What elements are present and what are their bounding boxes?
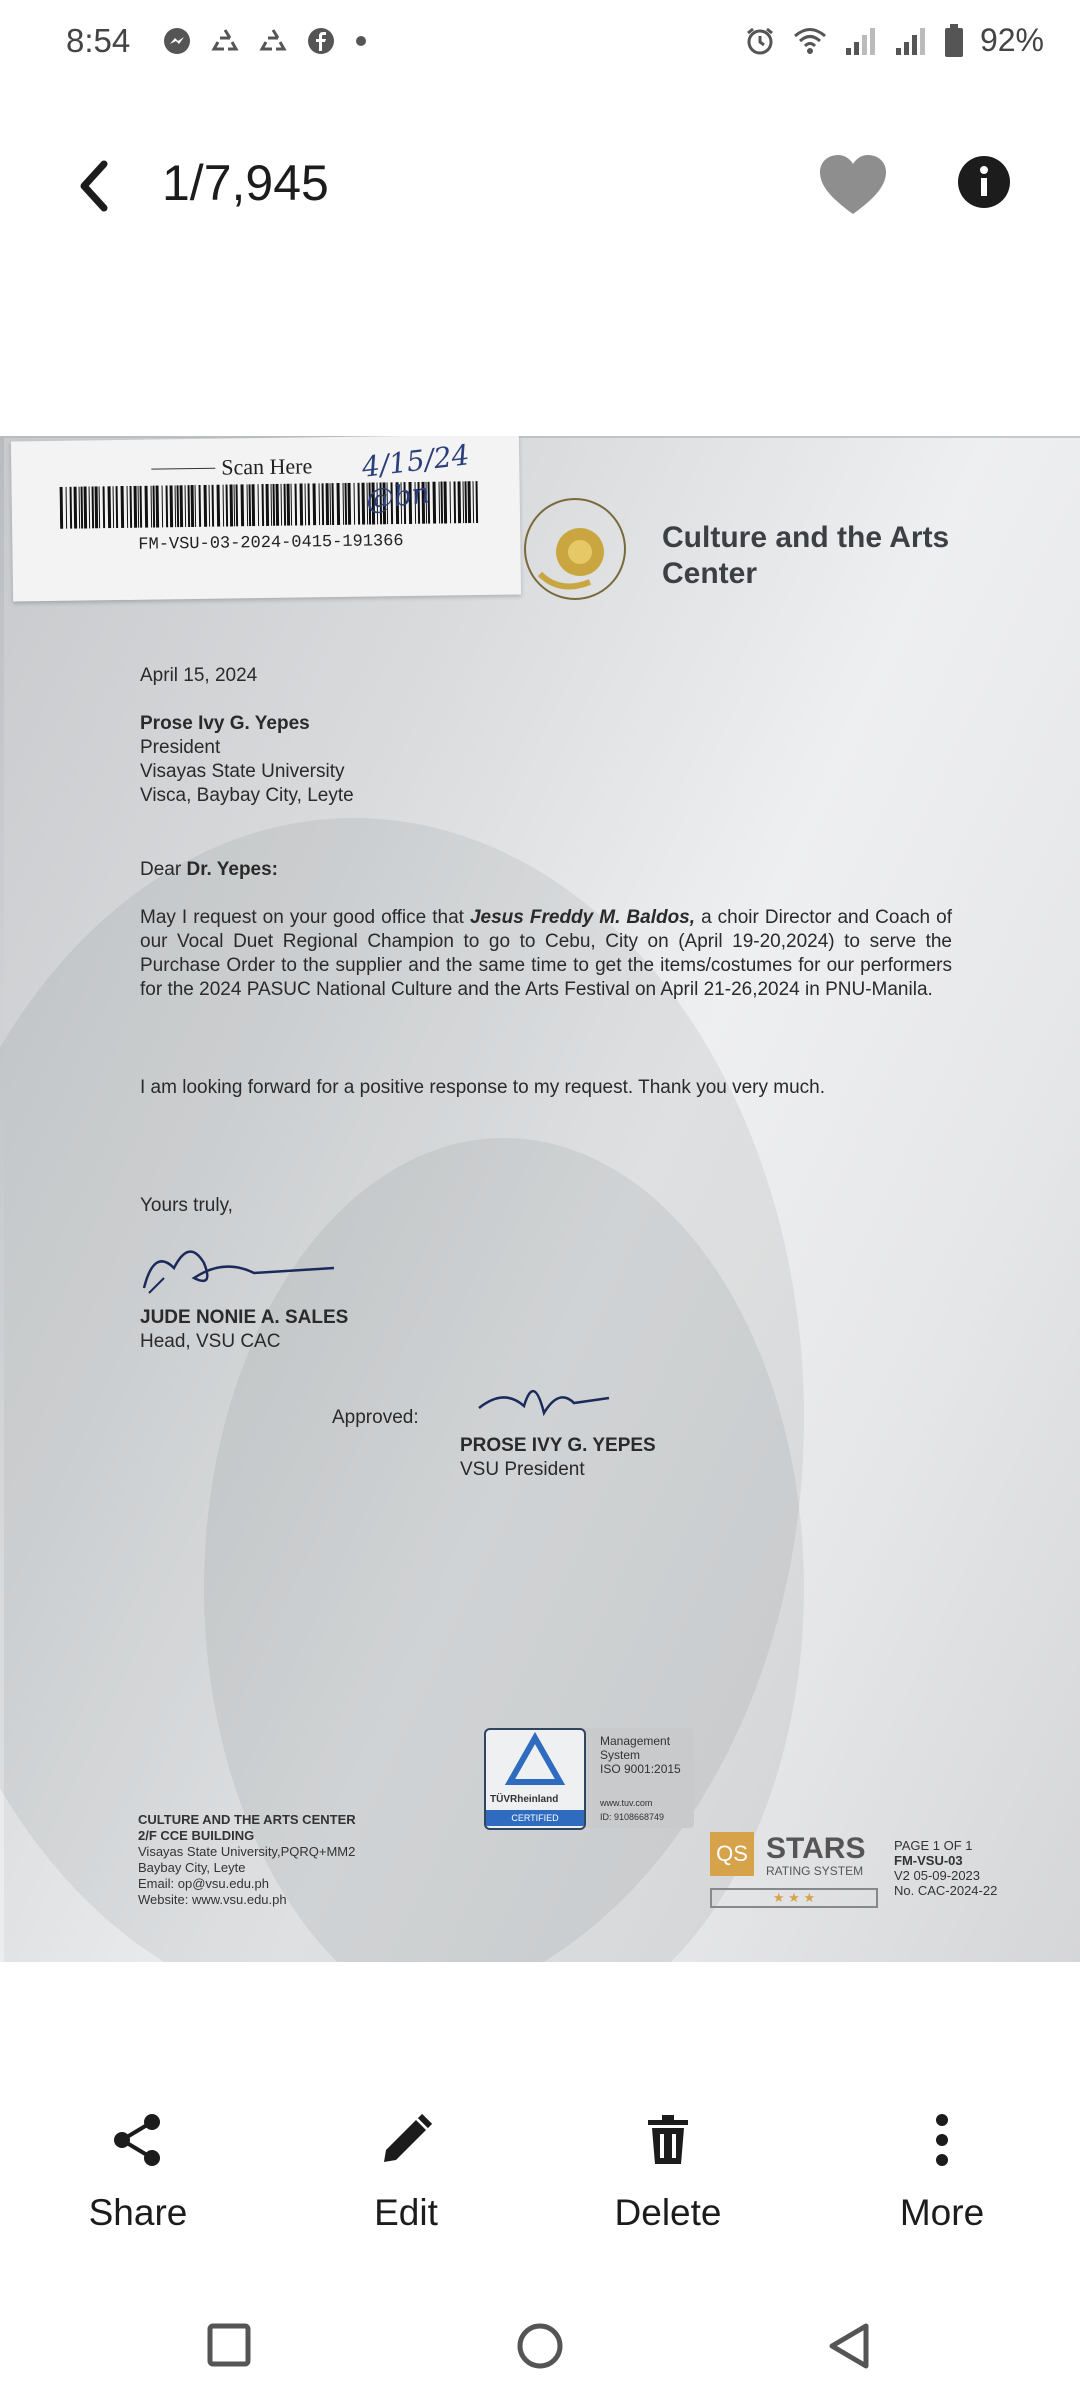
approver-title: VSU President: [460, 1459, 585, 1480]
info-button[interactable]: [956, 154, 1012, 210]
home-button[interactable]: [508, 2314, 572, 2378]
barcode-bar: [313, 483, 317, 525]
barcode-bar: [262, 484, 265, 526]
home-circle-icon: [508, 2314, 572, 2378]
cac-logo: [520, 494, 630, 604]
scan-here-label: Scan Here: [221, 453, 313, 480]
barcode-bar: [332, 483, 335, 525]
barcode-bar: [92, 486, 95, 528]
signer-signature: [134, 1228, 344, 1308]
barcode-bar: [74, 487, 78, 529]
back-button[interactable]: [70, 156, 122, 216]
letter-date: April 15, 2024: [140, 665, 258, 686]
body-start: May I request on your good office that: [140, 907, 470, 928]
recipient-name: Prose Ivy G. Yepes: [140, 713, 310, 734]
battery-icon: [944, 24, 964, 58]
tuv-certified: CERTIFIED: [486, 1810, 584, 1826]
barcode-bar: [305, 483, 307, 525]
barcode-bar: [226, 485, 229, 527]
barcode-bar: [358, 483, 361, 525]
triangle-icon: [486, 1730, 584, 1794]
system-status: [744, 22, 1044, 59]
barcode-bar: [153, 486, 156, 528]
recycle-icon: [258, 26, 288, 56]
edit-button[interactable]: [316, 2110, 496, 2234]
barcode-bar: [300, 483, 304, 525]
barcode-bar: [66, 487, 68, 529]
back-triangle-icon: [818, 2314, 882, 2378]
delete-button[interactable]: [578, 2110, 758, 2234]
barcode-bar: [319, 483, 321, 525]
barcode-bar: [276, 484, 280, 526]
recipient-org: Visayas State University: [140, 761, 345, 782]
barcode-bar: [116, 486, 119, 528]
barcode-bar: [330, 483, 332, 525]
barcode-text: FM-VSU-03-2024-0415-191366: [138, 532, 404, 555]
barcode-bar: [348, 483, 352, 525]
barcode-bar: [170, 485, 174, 527]
barcode-bar: [271, 484, 273, 526]
signal-icon: [894, 26, 928, 56]
more-vertical-icon: [912, 2110, 972, 2170]
barcode-bar: [130, 486, 133, 528]
form-version: V2 05-09-2023: [894, 1868, 981, 1883]
barcode-bar: [162, 485, 164, 527]
barcode-bar: [308, 483, 311, 525]
barcode-bar: [252, 484, 256, 526]
info-icon: [956, 154, 1012, 210]
document-photo[interactable]: [0, 436, 1080, 1962]
closing-line: I am looking forward for a positive response to my request. Thank you very much.: [140, 1077, 826, 1098]
barcode-bar: [241, 484, 245, 526]
wifi-icon: [792, 25, 828, 57]
barcode-bar: [180, 485, 184, 527]
barcode-bar: [108, 486, 112, 528]
barcode-bar: [249, 484, 252, 526]
barcode-bar: [326, 483, 330, 525]
barcode-bar: [99, 486, 101, 528]
doc-number: No. CAC-2024-22: [894, 1883, 998, 1898]
barcode-bar: [204, 485, 208, 527]
barcode-bar: [60, 487, 64, 529]
footer-line1: CULTURE AND THE ARTS CENTER: [138, 1812, 356, 1827]
more-label: More: [899, 2192, 985, 2233]
chevron-left-icon: [70, 156, 122, 216]
barcode-bar: [140, 486, 143, 528]
barcode-bar: [113, 486, 115, 528]
approved-label: Approved:: [332, 1407, 419, 1428]
tuv-id: ID: 9108668749: [600, 1812, 665, 1822]
barcode-bar: [291, 484, 293, 526]
barcode-bar: [217, 485, 221, 527]
letterhead-title: Culture and the Arts Center: [662, 521, 950, 590]
recents-square-icon: [196, 2314, 260, 2378]
barcode-bar: [84, 487, 88, 529]
barcode-bar: [70, 487, 73, 529]
alarm-icon: [744, 25, 776, 57]
barcode-bar: [322, 483, 325, 525]
facebook-icon: [306, 26, 336, 56]
barcode-bar: [188, 485, 191, 527]
barcode-bar: [103, 486, 106, 528]
barcode-bar: [209, 485, 211, 527]
more-button[interactable]: [852, 2110, 1032, 2234]
barcode-bar: [284, 484, 287, 526]
barcode-bar: [138, 486, 140, 528]
barcode-bar: [127, 486, 129, 528]
heart-icon: [818, 154, 888, 218]
tuv-logo: [484, 1728, 586, 1830]
barcode-bar: [343, 483, 345, 525]
barcode-bar: [273, 484, 276, 526]
qs-stars-badge: [710, 1832, 880, 1905]
action-bar: [0, 2110, 1080, 2270]
barcode-bar: [337, 483, 341, 525]
page-number: PAGE 1 OF 1: [894, 1838, 973, 1853]
edit-label: Edit: [374, 2192, 438, 2233]
tuv-system: Management System: [600, 1734, 671, 1762]
page-info: [894, 1838, 997, 1898]
share-icon: [108, 2110, 168, 2170]
scan-sticker: [11, 436, 521, 602]
letter-body: [140, 906, 952, 1002]
status-time: 8:54: [66, 22, 131, 59]
recycle-icon: [210, 26, 240, 56]
barcode-bar: [354, 483, 356, 525]
barcode-bar: [295, 484, 298, 526]
tuv-brand: TÜVRheinland: [490, 1794, 559, 1805]
footer-line5: Email: op@vsu.edu.ph: [138, 1876, 269, 1891]
barcode-bar: [81, 487, 84, 529]
system-nav-bar: [0, 2290, 1080, 2400]
form-code: FM-VSU-03: [894, 1853, 963, 1868]
barcode-bar: [191, 485, 195, 527]
recents-button[interactable]: [196, 2314, 260, 2378]
tuv-badge: [484, 1728, 694, 1828]
barcode-bar: [236, 484, 239, 526]
barcode-bar: [121, 486, 125, 528]
body-name: Jesus Freddy M. Baldos,: [469, 907, 696, 928]
barcode-bar: [95, 486, 99, 528]
handwritten-note: 4/15/24 @bn: [360, 438, 472, 517]
signal-icon: [844, 26, 878, 56]
barcode-bar: [156, 485, 160, 527]
barcode-bar: [166, 485, 169, 527]
pencil-icon: [376, 2110, 436, 2170]
qs-mark: QS: [710, 1832, 754, 1876]
salutation-name: Dr. Yepes:: [186, 859, 279, 880]
footer-line3: Visayas State University,PQRQ+MM2: [138, 1844, 356, 1859]
stars-title: STARS: [766, 1832, 866, 1865]
barcode-bar: [185, 485, 187, 527]
tuv-site: www.tuv.com: [600, 1798, 653, 1808]
barcode-bar: [134, 486, 138, 528]
delete-label: Delete: [614, 2192, 722, 2233]
signer-title: Head, VSU CAC: [140, 1331, 281, 1352]
letter-paper: [4, 438, 1080, 1962]
barcode-bar: [175, 485, 177, 527]
body-rest: a choir Director and Coach of our Vocal Duet Regional Champion to go to Cebu, City on (April 19-20,2024) to serve the Purchase Order to the supplier and the same time to get the items/costumes for our performers for the 2024 PASUC National Culture and the Arts Festival on April 21-26,2024 in PNU-Manila.: [140, 907, 952, 1000]
approver-signature: [474, 1368, 614, 1428]
barcode-bar: [258, 484, 260, 526]
share-label: Share: [88, 2192, 188, 2233]
barcode-bar: [247, 484, 249, 526]
approver-name: PROSE IVY G. YEPES: [460, 1435, 656, 1456]
nav-back-button[interactable]: [818, 2314, 882, 2378]
messenger-icon: [162, 26, 192, 56]
recipient-title: President: [140, 737, 221, 758]
barcode-bar: [145, 486, 149, 528]
barcode-bar: [287, 484, 291, 526]
barcode-bar: [195, 485, 197, 527]
barcode-bar: [177, 485, 180, 527]
barcode-bar: [199, 485, 202, 527]
barcode-bar: [345, 483, 348, 525]
salutation: [140, 858, 278, 882]
barcode-bar: [234, 484, 236, 526]
share-button[interactable]: [48, 2110, 228, 2234]
tuv-iso: ISO 9001:2015: [600, 1762, 681, 1776]
sticker-line: [151, 468, 215, 470]
barcode-bar: [89, 486, 91, 528]
barcode-bar: [212, 485, 215, 527]
stars-rating: ★ ★ ★: [710, 1888, 878, 1908]
closing: Yours truly,: [140, 1195, 233, 1216]
dot-icon: [354, 26, 368, 56]
stars-subtitle: RATING SYSTEM: [766, 1864, 864, 1878]
footer-line6: Website: www.vsu.edu.ph: [138, 1892, 287, 1907]
signer-name: JUDE NONIE A. SALES: [140, 1307, 349, 1328]
notification-icons: [162, 26, 368, 56]
barcode-bar: [151, 486, 153, 528]
barcode-bar: [266, 484, 270, 526]
viewer-header: [0, 130, 1080, 240]
battery-percent: 92%: [979, 22, 1044, 58]
barcode-bar: [79, 487, 81, 529]
footer-line4: Baybay City, Leyte: [138, 1860, 246, 1875]
trash-icon: [638, 2110, 698, 2170]
footer-address: [138, 1812, 356, 1908]
salutation-prefix: Dear: [140, 859, 187, 880]
recipient-address: Visca, Baybay City, Leyte: [140, 785, 354, 806]
status-bar: [0, 0, 1080, 90]
tuv-details: [600, 1734, 681, 1824]
barcode-bar: [223, 485, 225, 527]
favorite-button[interactable]: [818, 154, 888, 218]
barcode-bar: [281, 484, 283, 526]
footer-line2: 2/F CCE BUILDING: [138, 1828, 255, 1843]
image-counter: 1/7,945: [162, 155, 329, 211]
barcode-bar: [230, 484, 234, 526]
